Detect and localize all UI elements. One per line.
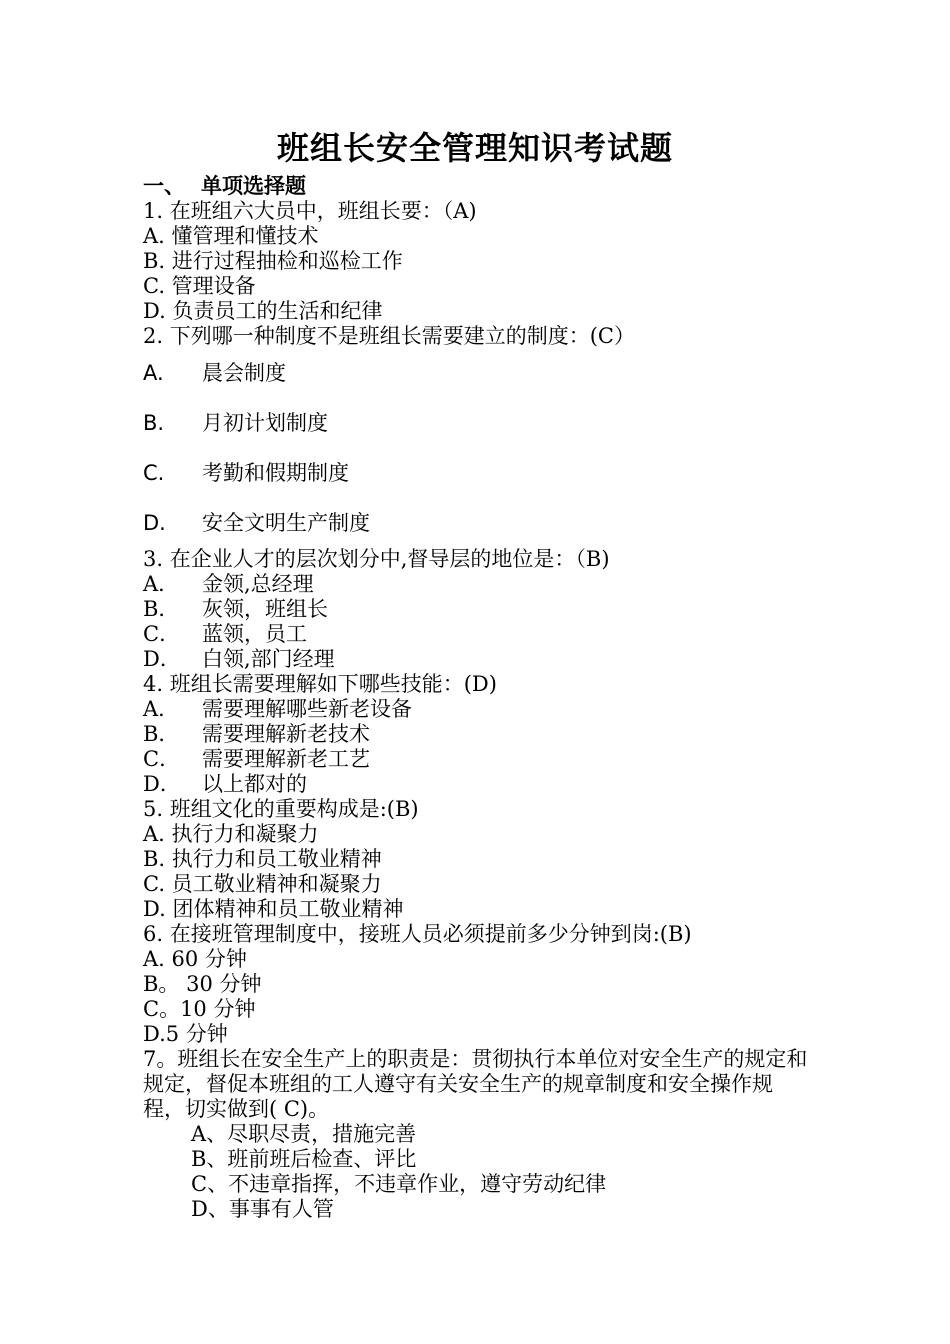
option-a: A. 执行力和凝聚力 <box>143 822 319 846</box>
option-d <box>143 647 823 672</box>
option-text: 以上都对的 <box>202 772 307 796</box>
option-text: 需要理解新老技术 <box>202 722 370 746</box>
option-d: D、事事有人管 <box>191 1197 334 1221</box>
section-label: 单项选择题 <box>201 174 306 198</box>
option-d: D.5 分钟 <box>143 1022 228 1046</box>
option-b <box>143 597 823 622</box>
option-b <box>143 722 823 747</box>
option-letter: B. <box>143 411 165 435</box>
option-a <box>143 349 823 399</box>
option-d: D. 团体精神和员工敬业精神 <box>143 897 404 921</box>
option-c: C. 管理设备 <box>143 274 256 298</box>
option-b: B. 进行过程抽检和巡检工作 <box>143 249 403 273</box>
option-c: C。10 分钟 <box>143 997 256 1021</box>
option-letter: C． <box>143 747 181 771</box>
question-2-options <box>143 349 823 549</box>
option-text: 需要理解哪些新老设备 <box>202 697 412 721</box>
option-letter: D． <box>143 772 181 796</box>
question-1 <box>143 199 823 349</box>
option-a: A、尽职尽责，措施完善 <box>191 1122 417 1146</box>
option-c <box>143 449 823 499</box>
option-text: 蓝领，员工 <box>202 622 307 646</box>
question-stem: 5. 班组文化的重要构成是:(B) <box>143 797 419 821</box>
option-a <box>143 572 823 597</box>
option-text: 月初计划制度 <box>202 411 328 435</box>
option-c: C. 员工敬业精神和凝聚力 <box>143 872 382 896</box>
option-text: 灰领，班组长 <box>202 597 328 621</box>
option-a: A. 懂管理和懂技术 <box>143 224 319 248</box>
option-b: B。 30 分钟 <box>143 972 262 996</box>
page-title: 班组长安全管理知识考试题 <box>276 129 673 167</box>
question-stem: 4. 班组长需要理解如下哪些技能：(D) <box>143 672 497 696</box>
option-text: 晨会制度 <box>202 361 286 385</box>
option-c <box>143 622 823 647</box>
option-letter: B． <box>143 722 180 746</box>
option-a <box>143 697 823 722</box>
option-b: B. 执行力和员工敬业精神 <box>143 847 382 871</box>
option-text: 安全文明生产制度 <box>202 511 370 535</box>
question-stem: 3. 在企业人才的层次划分中,督导层的地位是：（B) <box>143 547 610 571</box>
option-letter: D． <box>143 647 181 671</box>
option-c <box>143 747 823 772</box>
option-b <box>143 399 823 449</box>
option-letter: A． <box>143 697 180 721</box>
option-d: D. 负责员工的生活和纪律 <box>143 299 383 323</box>
option-letter: A. <box>143 361 164 385</box>
option-c: C、不违章指挥，不违章作业，遵守劳动纪律 <box>191 1172 607 1196</box>
option-letter: A． <box>143 572 180 596</box>
question-stem: 1. 在班组六大员中，班组长要：（A) <box>143 199 477 223</box>
section-number: 一、 <box>143 174 185 198</box>
option-text: 需要理解新老工艺 <box>202 747 370 771</box>
option-letter: B． <box>143 597 180 621</box>
option-text: 考勤和假期制度 <box>202 461 349 485</box>
question-stem: 2. 下列哪一种制度不是班组长需要建立的制度：(C） <box>143 324 635 348</box>
question-stem: 7。班组长在安全生产上的职责是：贯彻执行本单位对安全生产的规定和规定，督促本班组的工人遵守有关安全生产的规章制度和安全操作规程，切实做到( C)。 <box>143 1047 808 1121</box>
option-a: A. 60 分钟 <box>143 947 247 971</box>
option-b: B、班前班后检查、评比 <box>191 1147 417 1171</box>
section-heading <box>143 173 306 199</box>
option-letter: D. <box>143 511 166 535</box>
option-text: 金领,总经理 <box>202 572 314 596</box>
option-d <box>143 772 823 797</box>
option-text: 白领,部门经理 <box>202 647 335 671</box>
option-letter: C． <box>143 622 181 646</box>
option-d <box>143 499 823 549</box>
option-letter: C. <box>143 461 165 485</box>
questions-3-6 <box>143 547 823 1222</box>
question-stem: 6. 在接班管理制度中，接班人员必须提前多少分钟到岗:(B) <box>143 922 692 946</box>
